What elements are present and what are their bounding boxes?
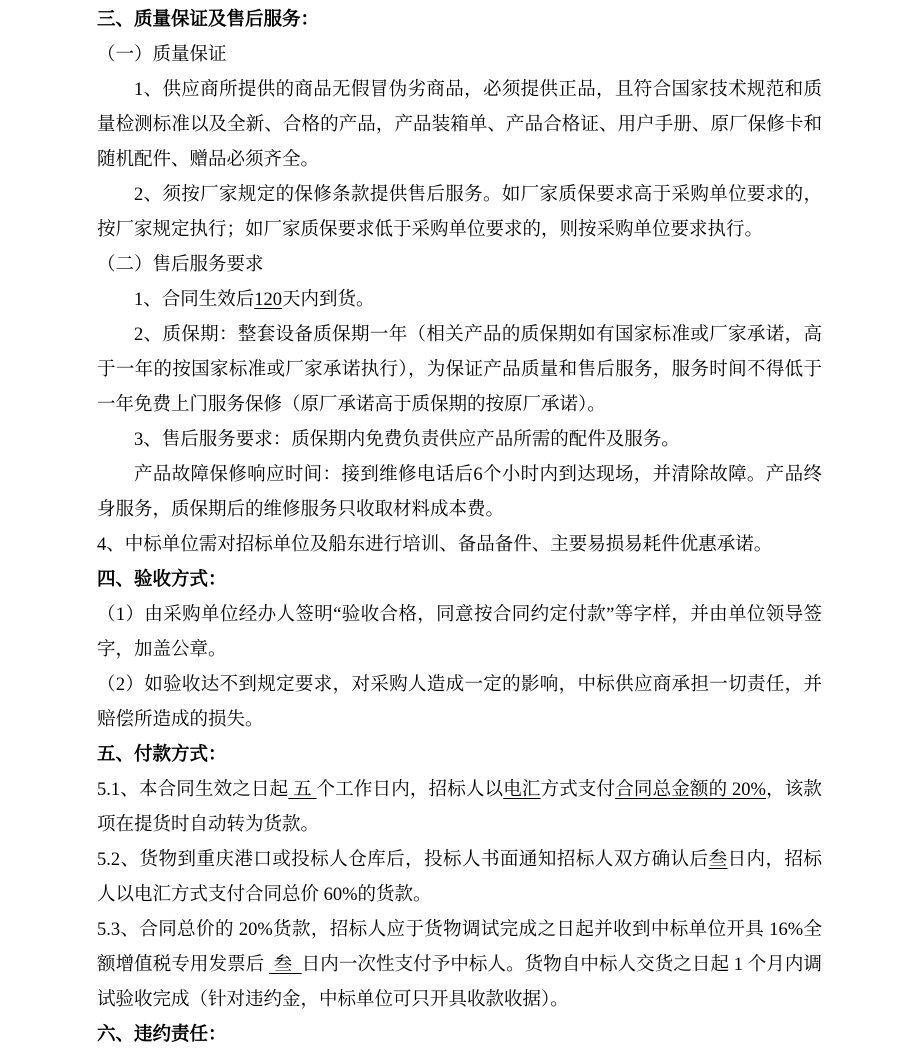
text-segment: 1、合同生效后 bbox=[134, 290, 255, 310]
text-segment: 个工作日内，招标人以 bbox=[316, 780, 504, 800]
paragraph bbox=[97, 913, 822, 1018]
section-heading bbox=[97, 563, 822, 598]
text-segment: 5.2、货物到重庆港口或投标人仓库后，投标人书面通知招标人双方确认后 bbox=[97, 850, 709, 870]
contract-text bbox=[97, 3, 822, 1053]
paragraph bbox=[97, 318, 822, 423]
text-segment: （一）质量保证 bbox=[97, 45, 227, 65]
text-segment: 六、违约责任： bbox=[97, 1025, 227, 1045]
paragraph bbox=[97, 248, 822, 283]
paragraph bbox=[97, 773, 822, 843]
text-segment: 日内，招标人以电汇方式支付合同总价 60%的货款。 bbox=[97, 850, 822, 905]
text-segment: 4、中标单位需对招标单位及船东进行培训、备品备件、主要易损易耗件优惠承诺。 bbox=[97, 535, 773, 555]
paragraph bbox=[97, 598, 822, 668]
text-segment: 2、质保期：整套设备质保期一年（相关产品的质保期如有国家标准或厂家承诺，高于一年的按国家标准或厂家承诺执行），为保证产品质量和售后服务，服务时间不得低于一年免费上门服务保修（原厂承诺高于质保期的按原厂承诺）。 bbox=[97, 325, 822, 415]
underlined-fill-in-text: 120 bbox=[254, 290, 283, 310]
paragraph bbox=[97, 528, 822, 563]
text-segment: 5.1、本合同生效之日起 bbox=[97, 780, 289, 800]
text-segment: ，该款项在提货时自动转为货款。 bbox=[97, 780, 822, 835]
underlined-fill-in-text: 电汇 bbox=[503, 780, 541, 800]
paragraph bbox=[97, 668, 822, 738]
paragraph bbox=[97, 458, 822, 528]
paragraph bbox=[97, 38, 822, 73]
text-segment: 方式支付 bbox=[540, 780, 616, 800]
underlined-fill-in-text: 叁 bbox=[268, 955, 302, 975]
paragraph bbox=[97, 843, 822, 913]
text-segment: 四、验收方式： bbox=[97, 570, 227, 590]
paragraph bbox=[97, 283, 822, 318]
text-segment: 产品故障保修响应时间：接到维修电话后6个小时内到达现场，并清除故障。产品终身服务，质保期后的维修服务只收取材料成本费。 bbox=[97, 465, 822, 520]
underlined-fill-in-text: 叁 bbox=[708, 850, 728, 870]
paragraph bbox=[97, 423, 822, 458]
text-segment: 5.3、合同总价的 20%货款，招标人应于货物调试完成之日起并收到中标单位开具 16%全额增值税专用发票后 bbox=[97, 920, 822, 975]
text-segment: 日内一次性支付予中标人。货物自中标人交货之日起 1 个月内调试验收完成（针对违约金，中标单位可只开具收款收据）。 bbox=[97, 955, 822, 1010]
section-heading bbox=[97, 3, 822, 38]
section-heading bbox=[97, 738, 822, 773]
paragraph bbox=[97, 73, 822, 178]
text-segment: （二）售后服务要求 bbox=[97, 255, 264, 275]
text-segment: （2）如验收达不到规定要求，对采购人造成一定的影响，中标供应商承担一切责任，并赔偿所造成的损失。 bbox=[97, 675, 822, 730]
paragraph bbox=[97, 178, 822, 248]
text-segment: 2、须按厂家规定的保修条款提供售后服务。如厂家质保要求高于采购单位要求的，按厂家规定执行；如厂家质保要求低于采购单位要求的，则按采购单位要求执行。 bbox=[97, 185, 822, 240]
text-segment: 五、付款方式： bbox=[97, 745, 227, 765]
text-segment: （1）由采购单位经办人签明“验收合格，同意按合同约定付款”等字样，并由单位领导签字，加盖公章。 bbox=[97, 605, 822, 660]
text-segment: 3、售后服务要求：质保期内免费负责供应产品所需的配件及服务。 bbox=[134, 430, 680, 450]
underlined-fill-in-text: 五 bbox=[288, 780, 317, 800]
underlined-fill-in-text: 合同总金额的 20% bbox=[615, 780, 766, 800]
text-segment: 天内到货。 bbox=[282, 290, 375, 310]
text-segment: 三、质量保证及售后服务： bbox=[97, 10, 320, 30]
section-heading bbox=[97, 1018, 822, 1053]
text-segment: 1、供应商所提供的商品无假冒伪劣商品，必须提供正品，且符合国家技术规范和质量检测标准以及全新、合格的产品，产品装箱单、产品合格证、用户手册、原厂保修卡和随机配件、赠品必须齐全。 bbox=[97, 80, 822, 170]
